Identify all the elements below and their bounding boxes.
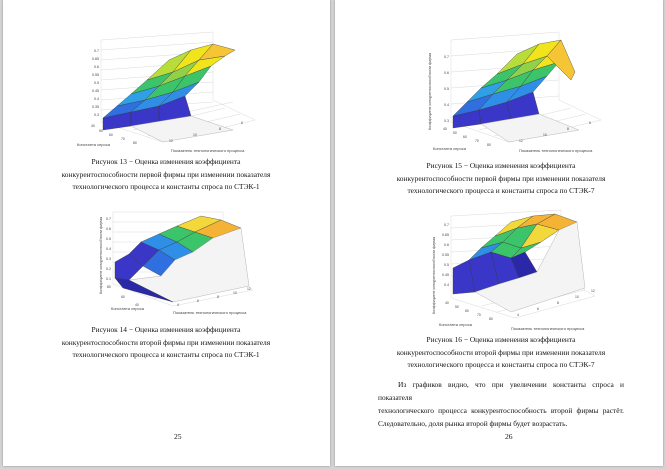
y-tick: 0.4 [94, 97, 99, 101]
y-tick: 0.6 [106, 227, 111, 231]
z-tick: 60 [463, 135, 467, 139]
x-axis-label: Показатель технологического процесса [171, 148, 245, 153]
x-tick: 6 [537, 307, 539, 311]
x-axis-label: Показатель технологического процесса [519, 148, 593, 153]
y-tick: 0.55 [442, 253, 449, 257]
y-tick: 0.3 [106, 257, 111, 261]
y-tick: 0.5 [444, 87, 449, 91]
x-tick: 4 [177, 303, 179, 307]
z-axis-label: Константа спроса [433, 146, 466, 151]
y-axis-label: Коэффициент конкурентоспособности фирмы [99, 216, 103, 294]
z-tick: 60 [465, 309, 469, 313]
z-tick: 70 [477, 313, 481, 317]
y-tick: 0.45 [442, 273, 449, 277]
figure-13-surface-plot [73, 30, 273, 155]
figure-14-surface-plot [63, 206, 273, 318]
z-tick: 40 [445, 301, 449, 305]
document-page-26 [335, 0, 663, 466]
y-tick: 0.45 [92, 89, 99, 93]
y-tick: 0.5 [94, 81, 99, 85]
y-tick: 0.6 [444, 71, 449, 75]
x-tick: 8 [219, 127, 221, 131]
z-tick: 80 [489, 317, 493, 321]
y-tick: 0.7 [94, 49, 99, 53]
figure-14-caption: Рисунок 14 − Оценка изменения коэффициента конкурентоспособности второй фирмы при изменении показателя технологического процесса и константы спроса по СТЭК-1 [61, 325, 271, 360]
z-tick: 40 [135, 303, 139, 307]
y-axis-label: Коэффициент конкурентоспособности фирмы [428, 52, 432, 130]
z-axis-label: Константа спроса [111, 306, 144, 311]
page-number: 26 [505, 432, 513, 441]
z-tick: 70 [475, 139, 479, 143]
z-tick: 50 [455, 305, 459, 309]
z-tick: 80 [487, 143, 491, 147]
y-tick: 0.6 [444, 243, 449, 247]
y-tick: 0.2 [106, 267, 111, 271]
y-tick: 0.3 [94, 113, 99, 117]
x-tick: 6 [241, 121, 243, 125]
z-tick: 60 [121, 295, 125, 299]
figure-16-surface-plot [425, 208, 625, 332]
x-tick: 8 [567, 127, 569, 131]
y-tick: 0.3 [444, 119, 449, 123]
x-tick: 10 [575, 295, 579, 299]
y-tick: 0.5 [444, 263, 449, 267]
y-tick: 0.1 [106, 277, 111, 281]
figure-16-caption: Рисунок 16 − Оценка изменения коэффициента конкурентоспособности второй фирмы при изменении показателя технологического процесса и константы спроса по СТЭК-7 [396, 335, 606, 370]
y-tick: 0.4 [444, 103, 449, 107]
conclusion-paragraph: Из графиков видно, что при увеличении константы спроса и показателя технологического процесса конкурентоспособность второй фирмы растёт. Следовательно, доля рынка второй фирмы будет возрастать. [378, 380, 624, 428]
x-tick: 12 [519, 139, 523, 143]
x-tick: 10 [543, 133, 547, 137]
x-tick: 12 [591, 289, 595, 293]
y-tick: 0.35 [92, 105, 99, 109]
z-axis-label: Константа спроса [439, 322, 472, 327]
y-tick: 0.7 [444, 55, 449, 59]
x-tick: 10 [193, 133, 197, 137]
figure-15-surface-plot [419, 30, 619, 155]
y-tick: 0.6 [94, 65, 99, 69]
z-tick: 80 [133, 141, 137, 145]
x-tick: 8 [217, 295, 219, 299]
y-tick: 0.55 [92, 73, 99, 77]
x-tick: 10 [233, 291, 237, 295]
figure-13-caption: Рисунок 13 − Оценка изменения коэффициента конкурентоспособности первой фирмы при изменении показателя технологического процесса и константы спроса по СТЭК-1 [61, 157, 271, 192]
figure-15-caption: Рисунок 15 − Оценка изменения коэффициента конкурентоспособности первой фирмы при изменении показателя технологического процесса и константы спроса по СТЭК-7 [396, 161, 606, 196]
y-axis-label: Коэффициент конкурентоспособности фирмы [432, 236, 436, 314]
x-tick: 4 [517, 313, 519, 317]
y-tick: 0.7 [444, 223, 449, 227]
page-number: 25 [174, 432, 182, 441]
y-tick: 0.5 [106, 237, 111, 241]
z-tick: 50 [453, 131, 457, 135]
x-tick: 12 [169, 139, 173, 143]
x-tick: 6 [589, 121, 591, 125]
z-tick: 50 [99, 129, 103, 133]
y-tick: 0.65 [442, 233, 449, 237]
z-tick: 60 [109, 133, 113, 137]
y-tick: 0.7 [106, 217, 111, 221]
z-axis-label: Константа спроса [77, 142, 110, 147]
x-tick: 12 [247, 287, 251, 291]
z-tick: 40 [443, 127, 447, 131]
y-tick: 0.4 [106, 247, 111, 251]
x-axis-label: Показатель технологического процесса [173, 310, 247, 315]
x-axis-label: Показатель технологического процесса [511, 326, 585, 331]
x-tick: 8 [557, 301, 559, 305]
z-tick: 70 [121, 137, 125, 141]
z-tick: 80 [107, 285, 111, 289]
z-tick: 40 [91, 124, 95, 128]
y-tick: 0.4 [444, 283, 449, 287]
document-page-25 [3, 0, 330, 466]
x-tick: 6 [197, 299, 199, 303]
y-tick: 0.65 [92, 57, 99, 61]
